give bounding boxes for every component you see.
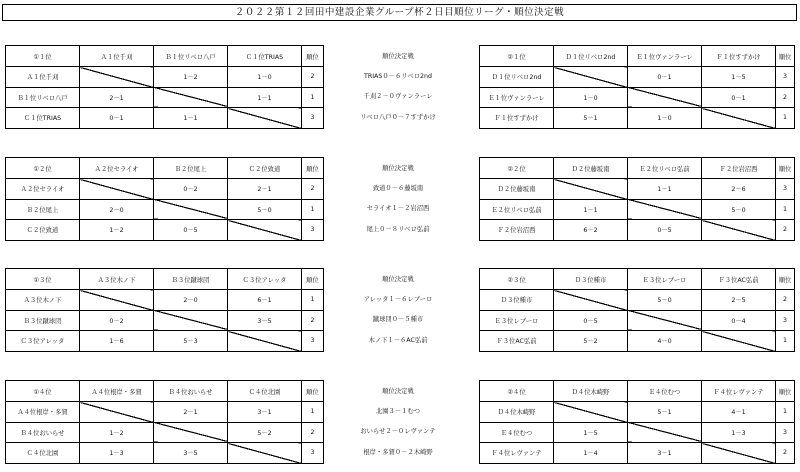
column-header: Ｆ４位レヴァンテ [702,381,776,402]
table-row [480,310,795,331]
column-header: Ｃ３位アレッタ [228,269,302,290]
score-cell: 5－0 [628,290,702,311]
rank-cell: 2 [302,422,324,443]
team-name: Ｆ１位すずかけ [480,108,554,129]
table-row [6,87,324,108]
table-header-row [6,158,324,179]
table-row [6,402,324,423]
score-cell: 2－0 [154,290,228,311]
score-cell: 0－5 [554,310,628,331]
score-cell: 2－1 [154,402,228,423]
rank-cell: 2 [776,290,795,311]
score-cell: 3－5 [154,443,228,464]
playoff-results-3 [336,268,460,350]
rank-cell: 1 [302,402,324,423]
playoff-result: 致道０－６藤坂南 [372,185,424,192]
diagonal-cell [228,220,302,241]
league-table-2-4 [479,380,795,464]
diagonal-cell [80,179,154,200]
column-header: Ｅ３位レブーロ [628,269,702,290]
table-row [6,199,324,220]
rank-cell: 2 [302,67,324,88]
diagonal-cell [554,290,628,311]
diagonal-cell [554,179,628,200]
score-cell: 1－6 [80,331,154,352]
rank-cell: 1 [776,108,795,129]
rank-cell: 1 [776,402,795,423]
diagonal-cell [80,402,154,423]
score-cell: 2－6 [702,179,776,200]
playoff-result: リベロ八戸０－７すずかけ [360,114,436,121]
table-row [480,220,795,241]
group-label: ②３位 [480,269,554,290]
rank-cell: 3 [776,179,795,200]
column-header: Ｅ２位リベロ弘前 [628,158,702,179]
column-header: Ｄ３位種市 [554,269,628,290]
diagonal-cell [702,220,776,241]
score-cell: 5－3 [154,331,228,352]
table-header-row [480,269,795,290]
rank-cell: 2 [776,443,795,464]
playoff-header: 順位決定戦 [382,53,414,60]
rank-cell: 2 [776,87,795,108]
column-header: Ｂ１位リベロ八戸 [154,46,228,67]
rank-cell: 2 [302,310,324,331]
column-header: Ｃ１位TRIAS [228,46,302,67]
team-name: Ｅ１位ヴァンラーレ [480,87,554,108]
table-row [6,290,324,311]
rank-cell: 1 [776,331,795,352]
score-cell: 2－0 [80,199,154,220]
score-cell: 1－5 [702,67,776,88]
diagonal-cell [702,331,776,352]
column-header: Ｄ４位木崎野 [554,381,628,402]
column-header: Ｂ３位蹴球団 [154,269,228,290]
score-cell: 5－2 [228,422,302,443]
table-row [480,331,795,352]
league-table-2-2 [479,157,795,241]
team-name: Ａ４位根岸・多賀 [6,402,80,423]
diagonal-cell [154,422,228,443]
rank-header: 順位 [302,158,324,179]
score-cell: 1－0 [554,87,628,108]
league-table-1-1 [5,45,324,129]
column-header: Ｂ２位尾上 [154,158,228,179]
score-cell: 1－3 [80,443,154,464]
diagonal-cell [154,310,228,331]
diagonal-cell [554,67,628,88]
column-header: Ｅ１位ヴァンラーレ [628,46,702,67]
team-name: Ａ１位千刈 [6,67,80,88]
group-label: ②１位 [480,46,554,67]
table-header-row [6,269,324,290]
diagonal-cell [228,331,302,352]
diagonal-cell [154,199,228,220]
rank-header: 順位 [776,158,795,179]
table-header-row [480,158,795,179]
table-row [6,443,324,464]
score-cell: 2－1 [80,87,154,108]
score-cell: 4－0 [628,331,702,352]
diagonal-cell [80,67,154,88]
rank-header: 順位 [302,381,324,402]
playoff-header: 順位決定戦 [382,388,414,395]
score-cell: 1－0 [628,108,702,129]
league-table-1-2 [5,157,324,241]
playoff-result: 根岸・多賀０－２木崎野 [363,449,433,456]
team-name: Ｃ４位北園 [6,443,80,464]
table-row [480,290,795,311]
column-header: Ｄ２位藤坂南 [554,158,628,179]
rank-cell: 2 [302,179,324,200]
score-cell: 0－1 [80,108,154,129]
rank-cell: 3 [776,422,795,443]
team-name: Ｄ３位種市 [480,290,554,311]
score-cell: 3－1 [228,402,302,423]
diagonal-cell [228,443,302,464]
score-cell: 1－2 [154,67,228,88]
team-name: Ｆ４位レヴァンテ [480,443,554,464]
score-cell: 5－0 [702,199,776,220]
table-row [6,220,324,241]
team-name: Ｂ２位尾上 [6,199,80,220]
score-cell: 0－4 [702,310,776,331]
playoff-result: セライオ１－２岩沼西 [366,205,430,212]
table-header-row [480,46,795,67]
team-name: Ｄ１位リベロ2nd [480,67,554,88]
rank-cell: 2 [776,220,795,241]
page-title: ２０２２第１２回田中建設企業グループ杯２日目順位リーグ・順位決定戦 [2,4,797,21]
playoff-results-2 [336,157,460,239]
rank-header: 順位 [776,269,795,290]
table-row [6,108,324,129]
table-header-row [6,381,324,402]
score-cell: 5－1 [554,108,628,129]
team-name: Ｃ１位TRIAS [6,108,80,129]
diagonal-cell [80,290,154,311]
diagonal-cell [628,310,702,331]
table-row [480,199,795,220]
diagonal-cell [628,87,702,108]
score-cell: 1－1 [628,179,702,200]
score-cell: 6－1 [228,290,302,311]
league-table-2-3 [479,268,795,352]
team-name: Ｆ２位岩沼西 [480,220,554,241]
table-row [480,402,795,423]
diagonal-cell [702,443,776,464]
group-label: ①１位 [6,46,80,67]
team-name: Ｅ３位レブーロ [480,310,554,331]
rank-cell: 1 [302,290,324,311]
score-cell: 2－5 [702,290,776,311]
score-cell: 0－1 [628,67,702,88]
playoff-result: 尾上０－８リベロ弘前 [366,226,430,233]
group-label: ①３位 [6,269,80,290]
score-cell: 0－5 [154,220,228,241]
diagonal-cell [228,108,302,129]
score-cell: 1－5 [554,422,628,443]
table-row [6,310,324,331]
playoff-results-1 [336,45,460,127]
playoff-result: TRIAS０－６リベロ2nd [363,73,433,80]
score-cell: 5－1 [628,402,702,423]
score-cell: 1－1 [154,108,228,129]
table-row [480,87,795,108]
table-row [6,179,324,200]
column-header: Ａ４位根岸・多賀 [80,381,154,402]
score-cell: 4－1 [702,402,776,423]
playoff-result: アレッタ１－６レブーロ [363,296,433,303]
rank-cell: 3 [302,443,324,464]
table-row [480,179,795,200]
group-label: ①４位 [6,381,80,402]
score-cell: 6－2 [554,220,628,241]
rank-cell: 3 [302,108,324,129]
rank-cell: 3 [302,220,324,241]
rank-header: 順位 [302,269,324,290]
playoff-result: 木ノ下１－６AC弘前 [368,337,428,344]
team-name: Ｄ４位木崎野 [480,402,554,423]
table-row [480,108,795,129]
column-header: Ｂ４位おいらせ [154,381,228,402]
score-cell: 0－5 [628,220,702,241]
score-cell: 1－4 [554,443,628,464]
league-table-1-3 [5,268,324,352]
score-cell: 0－1 [702,87,776,108]
rank-cell: 3 [302,331,324,352]
team-name: Ａ３位木ノ下 [6,290,80,311]
score-cell: 0－2 [154,179,228,200]
column-header: Ｆ１位すずかけ [702,46,776,67]
team-name: Ｂ１位リベロ八戸 [6,87,80,108]
score-cell: 1－2 [80,422,154,443]
diagonal-cell [154,87,228,108]
rank-header: 順位 [302,46,324,67]
diagonal-cell [628,422,702,443]
playoff-results-4 [336,380,460,462]
column-header: Ｃ２位致道 [228,158,302,179]
score-cell: 1－1 [228,87,302,108]
team-name: Ｄ２位藤坂南 [480,179,554,200]
team-name: Ｂ３位蹴球団 [6,310,80,331]
table-header-row [6,46,324,67]
league-table-1-4 [5,380,324,464]
rank-cell: 1 [776,199,795,220]
column-header: Ｄ１位リベロ2nd [554,46,628,67]
playoff-header: 順位決定戦 [382,165,414,172]
table-row [480,67,795,88]
score-cell: 1－3 [702,422,776,443]
team-name: Ｂ４位おいらせ [6,422,80,443]
score-cell: 5－2 [554,331,628,352]
rank-header: 順位 [776,46,795,67]
playoff-result: 千刈２－０ヴァンラーレ [363,93,433,100]
rank-cell: 3 [776,67,795,88]
column-header: Ｆ２位岩沼西 [702,158,776,179]
rank-cell: 3 [776,310,795,331]
table-header-row [480,381,795,402]
table-row [480,422,795,443]
playoff-result: 蹴球団０－５種市 [372,316,424,323]
diagonal-cell [554,402,628,423]
team-name: Ｅ４位むつ [480,422,554,443]
group-label: ②４位 [480,381,554,402]
league-table-2-1 [479,45,795,129]
column-header: Ｃ４位北園 [228,381,302,402]
column-header: Ａ１位千刈 [80,46,154,67]
table-row [6,422,324,443]
score-cell: 0－2 [80,310,154,331]
team-name: Ａ２位セライオ [6,179,80,200]
score-cell: 3－1 [628,443,702,464]
rank-cell: 1 [302,199,324,220]
score-cell: 2－1 [228,179,302,200]
group-label: ②２位 [480,158,554,179]
column-header: Ｅ４位むつ [628,381,702,402]
playoff-result: 北園３－１むつ [375,408,421,415]
diagonal-cell [628,199,702,220]
team-name: Ｆ３位AC弘前 [480,331,554,352]
table-row [6,331,324,352]
table-row [480,443,795,464]
playoff-result: おいらせ２－０レヴァンテ [360,428,436,435]
group-label: ①２位 [6,158,80,179]
score-cell: 5－0 [228,199,302,220]
team-name: Ｅ２位リベロ弘前 [480,199,554,220]
rank-header: 順位 [776,381,795,402]
column-header: Ｆ３位AC弘前 [702,269,776,290]
table-row [6,67,324,88]
score-cell: 1－1 [554,199,628,220]
team-name: Ｃ２位致道 [6,220,80,241]
team-name: Ｃ３位アレッタ [6,331,80,352]
score-cell: 1－2 [80,220,154,241]
column-header: Ａ３位木ノ下 [80,269,154,290]
playoff-header: 順位決定戦 [382,276,414,283]
score-cell: 3－5 [228,310,302,331]
diagonal-cell [702,108,776,129]
rank-cell: 1 [302,87,324,108]
column-header: Ａ２位セライオ [80,158,154,179]
score-cell: 1－0 [228,67,302,88]
